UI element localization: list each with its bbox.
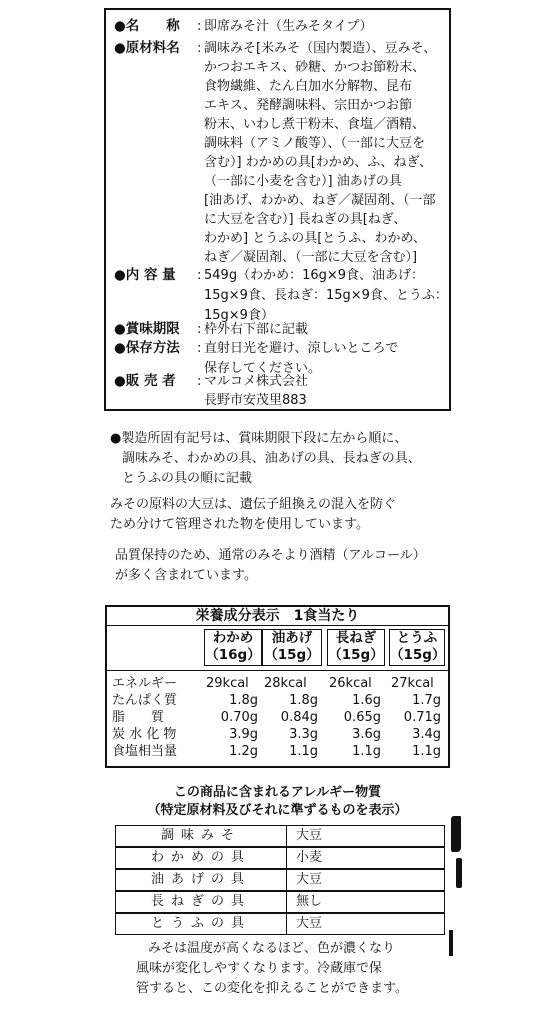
nutrition-title: 栄養成分表示 1食当たり xyxy=(195,608,360,624)
nutrition-header-divider xyxy=(107,670,448,671)
column-weight: （15g） xyxy=(328,647,384,663)
allergy-allergen: 大豆 xyxy=(296,916,323,931)
alcohol-note-line: が多く含まれています。 xyxy=(115,568,257,583)
nutrient-label: 食塩相当量 xyxy=(112,744,178,759)
column-weight: （15g） xyxy=(390,647,446,663)
content-line: 549g（わかめ：16g×9食、油あげ： xyxy=(204,268,425,283)
allergy-item: 油あげの具 xyxy=(116,870,287,890)
torn-edge-mark xyxy=(456,858,462,888)
colon: : xyxy=(197,341,202,356)
allergy-item: とうふの具 xyxy=(116,914,287,934)
nutrient-value: 26kcal xyxy=(329,676,372,691)
ingredient-line: [油あげ、わかめ、ねぎ／凝固剤、（一部 xyxy=(204,193,436,208)
factory-note-line: とうふの具の順に記載 xyxy=(122,471,253,486)
nutrient-value: 1.2g xyxy=(229,744,258,759)
nutrient-value: 1.7g xyxy=(412,693,441,708)
nutrient-value: 1.1g xyxy=(412,744,441,759)
ingredient-line: に大豆を含む）] 長ねぎの具[ねぎ、 xyxy=(204,212,407,227)
nutrient-value: 3.3g xyxy=(289,727,318,742)
column-name: 油あげ xyxy=(271,630,313,646)
ingredient-line: 含む）] わかめの具[わかめ、ふ、ねぎ、 xyxy=(204,155,432,170)
nutrition-title-divider xyxy=(107,625,448,626)
colon: : xyxy=(197,19,202,34)
nutrient-value: 1.1g xyxy=(289,744,318,759)
nutrient-value: 3.4g xyxy=(412,727,441,742)
nutrition-column-header xyxy=(389,629,445,666)
storage-line: 保存してください。 xyxy=(204,361,322,376)
allergy-row xyxy=(115,913,445,935)
allergy-allergen: 無し xyxy=(296,894,323,909)
nutrient-value: 0.71g xyxy=(403,710,441,725)
allergy-allergen: 小麦 xyxy=(296,850,323,865)
column-weight: （16g） xyxy=(205,647,261,663)
column-name: わかめ xyxy=(212,630,254,646)
nutrient-label: たんぱく質 xyxy=(112,693,178,708)
nutrient-value: 27kcal xyxy=(391,676,434,691)
storage-tip-line: みそは温度が高くなるほど、色が濃くなり xyxy=(148,941,396,956)
content-line: 15g×9食） xyxy=(204,308,274,323)
storage-tip-line: 風味が変化しやすくなります。冷蔵庫で保 xyxy=(136,961,382,976)
ingredient-line: ねぎ／凝固剤、（一部に大豆を含む）] xyxy=(204,250,418,265)
ingredient-line: エキス、発酵調味料、宗田かつお節 xyxy=(204,98,413,113)
allergy-row xyxy=(115,891,445,913)
column-name: 長ねぎ xyxy=(335,630,377,646)
colon: : xyxy=(197,41,202,56)
column-weight: （15g） xyxy=(264,647,320,663)
expiry-value: 枠外右下部に記載 xyxy=(204,322,309,337)
seller-line: 長野市安茂里883 xyxy=(204,393,307,408)
allergy-subtitle: （特定原材料及びそれに準ずるものを表示） xyxy=(147,803,408,818)
colon: : xyxy=(197,268,202,283)
name-key: ●名 称 xyxy=(114,18,180,34)
soy-note-line: みその原料の大豆は、遺伝子組換えの混入を防ぐ xyxy=(110,497,397,512)
storage-line: 直射日光を避け、涼しいところで xyxy=(204,341,399,356)
nutrient-value: 1.8g xyxy=(229,693,258,708)
ingredient-line: 食物繊維、たん白加水分解物、昆布 xyxy=(204,79,413,94)
nutrition-column-header xyxy=(262,629,322,666)
nutrient-label: 炭 水 化 物 xyxy=(112,727,177,742)
soy-note-line: ため分けて管理された物を使用しています。 xyxy=(110,517,369,532)
nutrient-value: 28kcal xyxy=(264,676,307,691)
allergy-row xyxy=(115,847,445,869)
nutrition-column-header xyxy=(204,629,262,666)
ingredient-line: わかめ] とうふの具[とうふ、わかめ、 xyxy=(204,231,427,246)
allergy-title: この商品に含まれるアレルギー物質 xyxy=(173,785,382,800)
allergy-row xyxy=(115,825,445,847)
nutrient-value: 0.84g xyxy=(280,710,318,725)
storage-tip-line: 管すると、この変化を抑えることができます。 xyxy=(136,981,408,996)
torn-edge-mark xyxy=(449,930,453,956)
ingredient-line: かつおエキス、砂糖、かつお節粉末、 xyxy=(204,60,426,75)
ingredient-line: 調味みそ[米みそ（国内製造）、豆みそ、 xyxy=(204,41,437,56)
nutrition-column-header xyxy=(327,629,385,666)
ingredient-line: 粉末、いわし煮干粉末、食塩／酒精、 xyxy=(204,117,426,132)
allergy-item: 調味みそ xyxy=(116,826,287,846)
allergy-item: わかめの具 xyxy=(116,848,287,868)
storage-key: ●保存方法 xyxy=(114,340,180,356)
seller-key: ●販 売 者 xyxy=(114,373,176,389)
factory-note-line: ●製造所固有記号は、賞味期限下段に左から順に、 xyxy=(110,431,408,446)
nutrient-value: 0.70g xyxy=(220,710,258,725)
nutrient-value: 1.6g xyxy=(352,693,381,708)
alcohol-note-line: 品質保持のため、通常のみそより酒精（アルコール） xyxy=(115,548,426,563)
nutrient-label: 脂 質 xyxy=(112,710,165,725)
allergy-row xyxy=(115,869,445,891)
expiry-key: ●賞味期限 xyxy=(114,321,180,337)
content-key: ●内 容 量 xyxy=(114,267,176,283)
content-line: 15g×9食、長ねぎ：15g×9食、とうふ： xyxy=(204,288,448,303)
torn-edge-mark xyxy=(451,816,461,852)
column-name: とうふ xyxy=(396,630,438,646)
factory-note-line: 調味みそ、わかめの具、油あげの具、長ねぎの具、 xyxy=(122,451,421,466)
seller-line: マルコメ株式会社 xyxy=(204,374,309,389)
nutrient-value: 1.8g xyxy=(289,693,318,708)
colon: : xyxy=(197,322,202,337)
ingredient-line: 調味料（アミノ酸等）、（一部に大豆を xyxy=(204,136,426,151)
nutrient-label: エネルギー xyxy=(112,676,178,691)
name-value: 即席みそ汁（生みそタイプ） xyxy=(204,19,373,34)
ingredient-line: （一部に小麦を含む）] 油あげの具 xyxy=(204,174,402,189)
colon: : xyxy=(197,374,202,389)
nutrient-value: 29kcal xyxy=(206,676,249,691)
allergy-allergen: 大豆 xyxy=(296,828,323,843)
nutrient-value: 3.9g xyxy=(229,727,258,742)
allergy-item: 長ねぎの具 xyxy=(116,892,287,912)
nutrient-value: 3.6g xyxy=(352,727,381,742)
nutrient-value: 0.65g xyxy=(343,710,381,725)
ingredients-key: ●原材料名 xyxy=(114,40,180,56)
allergy-allergen: 大豆 xyxy=(296,872,323,887)
nutrient-value: 1.1g xyxy=(352,744,381,759)
